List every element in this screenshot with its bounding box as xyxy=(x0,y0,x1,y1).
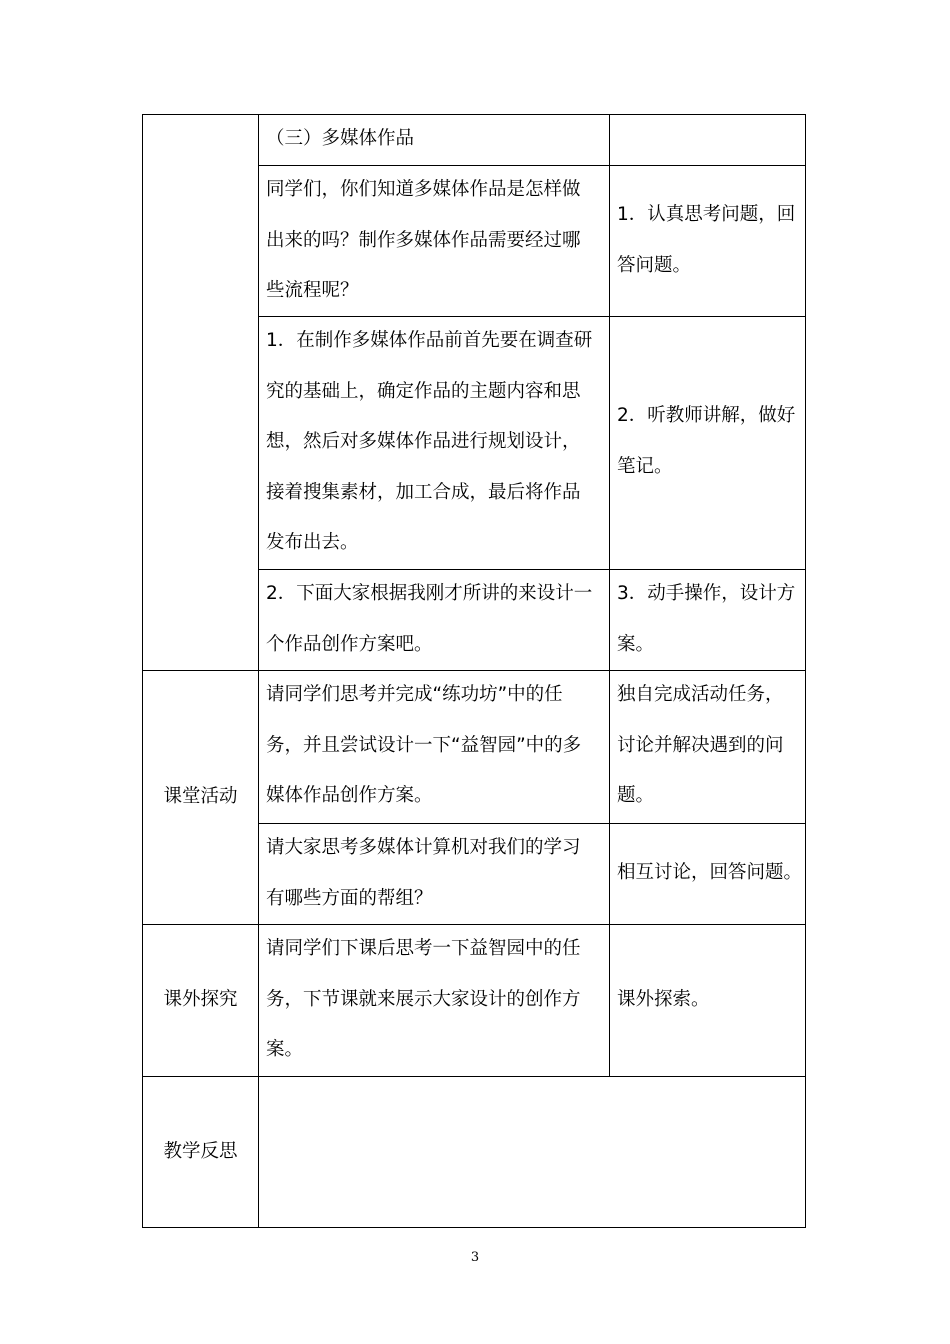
text-line: 有哪些方面的帮组？ xyxy=(266,887,433,909)
category-label: 教学反思 xyxy=(163,1140,238,1162)
text-line: 课外探索。 xyxy=(617,988,710,1010)
text-line: 2．下面大家根据我刚才所讲的来设计一 xyxy=(266,583,593,604)
text-line: 发布出去。 xyxy=(266,532,359,553)
reflection-cell xyxy=(259,1077,805,1227)
text-line: 务，并且尝试设计一下“益智园”中的多 xyxy=(266,734,582,756)
text-line: 相互讨论，回答问题。 xyxy=(617,862,803,884)
student-activity-cell xyxy=(617,670,784,822)
page-number: 3 xyxy=(470,1250,480,1265)
table-border-bottom xyxy=(142,1227,806,1228)
text-line: 案。 xyxy=(617,633,655,655)
section-heading-text: （三）多媒体作品 xyxy=(266,128,415,150)
student-activity-cell xyxy=(617,569,795,670)
text-line: 3．动手操作，设计方 xyxy=(617,583,796,604)
table-border-top xyxy=(142,114,806,115)
text-line: 1．在制作多媒体作品前首先要在调查研 xyxy=(266,330,593,351)
text-line: 个作品创作方案吧。 xyxy=(266,633,433,655)
teacher-activity-cell xyxy=(266,924,581,1076)
column-divider-2 xyxy=(609,114,610,1077)
text-line: 些流程呢？ xyxy=(266,280,359,301)
student-activity-cell xyxy=(617,823,802,924)
student-activity-cell xyxy=(617,391,795,492)
text-line: 题。 xyxy=(617,785,655,806)
section-heading xyxy=(266,114,414,165)
text-line: 答问题。 xyxy=(617,254,692,276)
category-cell xyxy=(143,1077,258,1227)
text-line: 出来的吗？制作多媒体作品需要经过哪 xyxy=(266,229,581,251)
text-line: 1．认真思考问题，回 xyxy=(617,204,796,225)
text-line: 案。 xyxy=(266,1039,304,1060)
text-line: 请同学们思考并完成“练功坊”中的任 xyxy=(266,684,563,705)
text-line: 请大家思考多媒体计算机对我们的学习 xyxy=(266,837,581,858)
text-line: 2．听教师讲解，做好 xyxy=(617,405,796,426)
text-line: 媒体作品创作方案。 xyxy=(266,785,433,806)
category-label: 课堂活动 xyxy=(163,786,238,808)
table-border-right xyxy=(805,114,806,1228)
teacher-activity-cell xyxy=(266,165,581,317)
teacher-activity-cell xyxy=(266,670,581,822)
text-line: 同学们，你们知道多媒体作品是怎样做 xyxy=(266,179,581,200)
column-divider-1 xyxy=(258,114,259,1228)
teacher-activity-cell xyxy=(266,823,581,924)
student-activity-cell xyxy=(617,190,795,291)
student-activity-cell xyxy=(617,924,710,1076)
text-line: 请同学们下课后思考一下益智园中的任 xyxy=(266,938,581,959)
teacher-activity-cell xyxy=(266,569,592,670)
lesson-plan-table xyxy=(142,114,806,1228)
category-label: 课外探究 xyxy=(163,989,238,1011)
category-cell xyxy=(143,671,258,924)
text-line: 独自完成活动任务， xyxy=(617,684,784,705)
text-line: 务，下节课就来展示大家设计的创作方 xyxy=(266,988,581,1010)
text-line: 笔记。 xyxy=(617,455,673,477)
teacher-activity-cell xyxy=(266,316,592,569)
text-line: 讨论并解决遇到的问 xyxy=(617,734,784,756)
category-cell xyxy=(143,925,258,1076)
text-line: 究的基础上，确定作品的主题内容和思 xyxy=(266,380,581,402)
text-line: 接着搜集素材，加工合成，最后将作品 xyxy=(266,481,581,503)
text-line: 想，然后对多媒体作品进行规划设计， xyxy=(266,431,581,452)
